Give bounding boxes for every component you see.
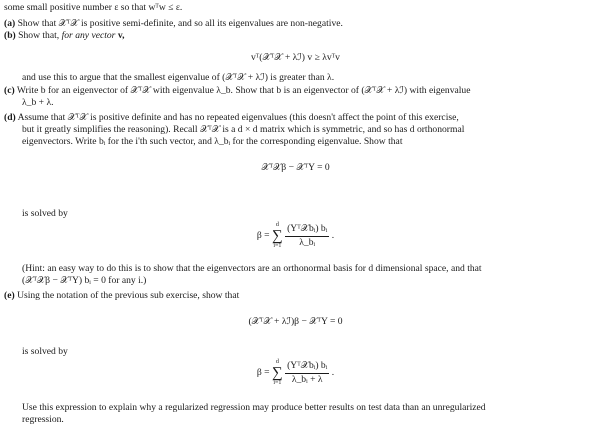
part-a bbox=[4, 18, 343, 30]
fraction-d2-denominator: λ_bᵢ bbox=[299, 236, 316, 248]
part-e-tag: (e) bbox=[4, 290, 15, 301]
equation-b: vᵀ(𝒳ᵀ𝒳 + λℐ) v ≥ λvᵀv bbox=[251, 52, 340, 63]
solved-by-2: is solved by bbox=[22, 346, 68, 357]
part-a-text: Show that 𝒳ᵀ𝒳 is positive semi-definite, and so all its eigenvalues are non-negative. bbox=[17, 18, 343, 29]
part-c-tag: (c) bbox=[4, 85, 15, 96]
fraction-e2-denominator: λ_bᵢ + λ bbox=[291, 373, 323, 385]
sigma-icon: ∑ bbox=[272, 365, 283, 381]
equation-e1: (𝒳ᵀ𝒳 + λℐ)β − 𝒳ᵀY = 0 bbox=[248, 316, 343, 327]
eq-d2-lhs: β = bbox=[256, 230, 270, 242]
part-c-line1: Write b for an eigenvector of 𝒳ᵀ𝒳 with eigenvalue λ_b. Show that b is an eigenvector of (𝒳ᵀ𝒳 + λℐ) with eigenvalue bbox=[16, 85, 471, 96]
part-b-text-post: v, bbox=[117, 30, 125, 41]
equation-d2 bbox=[0, 222, 591, 256]
sum-top-d2: d bbox=[275, 222, 279, 228]
part-d-tag: (d) bbox=[4, 112, 16, 123]
part-b-text-pre: Show that, bbox=[18, 30, 60, 41]
part-b-text-em: for any vector bbox=[61, 30, 116, 41]
sum-top-e2: d bbox=[275, 359, 279, 365]
part-c-line2: λ_b + λ. bbox=[22, 97, 54, 108]
part-d bbox=[4, 112, 459, 124]
part-d-line2: but it greatly simplifies the reasoning). Recall 𝒳ᵀ𝒳 is a d × d matrix which is symmetric, and so has d orthonormal bbox=[22, 124, 465, 135]
part-b bbox=[4, 30, 125, 42]
sum-symbol-d2 bbox=[272, 222, 283, 250]
sum-bottom-e2: i=1 bbox=[273, 380, 282, 386]
equation-e2 bbox=[0, 359, 591, 393]
part-d-line1: Assume that 𝒳ᵀ𝒳 is positive definite and has no repeated eigenvalues (this doesn't affect the point of this exercise, bbox=[17, 112, 459, 123]
final-line2: regression. bbox=[22, 414, 64, 425]
part-d-line3: eigenvectors. Write bᵢ for the i'th such vector, and λ_bᵢ for the corresponding eigenvalue. Show that bbox=[22, 136, 403, 147]
fraction-d2 bbox=[285, 223, 329, 248]
sum-symbol-e2 bbox=[272, 359, 283, 387]
hint-line1: (Hint: an easy way to do this is to show that the eigenvectors are an orthonormal basis for d dimensional space, and that bbox=[22, 263, 482, 274]
eq-e2-lhs: β = bbox=[256, 367, 270, 379]
eq-e2-tail: . bbox=[331, 367, 335, 379]
part-b-tag: (b) bbox=[4, 30, 16, 41]
eq-d2-tail: . bbox=[331, 230, 335, 242]
intro-line: some small positive number ε so that wᵀw ≤ ε. bbox=[4, 2, 183, 13]
part-c bbox=[4, 85, 471, 97]
fraction-e2 bbox=[285, 360, 329, 385]
final-line1: Use this expression to explain why a regularized regression may produce better results on test data than an unregularized bbox=[22, 402, 486, 413]
part-e bbox=[4, 290, 239, 302]
hint-line2: (𝒳ᵀ𝒳β − 𝒳ᵀY) bᵢ = 0 for any i.) bbox=[22, 275, 147, 286]
fraction-d2-numerator: (Yᵀ𝒳bᵢ) bᵢ bbox=[285, 223, 329, 236]
solved-by-1: is solved by bbox=[22, 208, 68, 219]
sum-bottom-d2: i=1 bbox=[273, 243, 282, 249]
part-a-tag: (a) bbox=[4, 18, 16, 29]
equation-d1: 𝒳ᵀ𝒳β − 𝒳ᵀY = 0 bbox=[261, 162, 330, 173]
part-b-followup: and use this to argue that the smallest eigenvalue of (𝒳ᵀ𝒳 + λℐ) is greater than λ. bbox=[22, 72, 335, 83]
fraction-e2-numerator: (Yᵀ𝒳bᵢ) bᵢ bbox=[285, 360, 329, 373]
sigma-icon: ∑ bbox=[272, 228, 283, 244]
part-e-text: Using the notation of the previous sub exercise, show that bbox=[17, 290, 240, 301]
